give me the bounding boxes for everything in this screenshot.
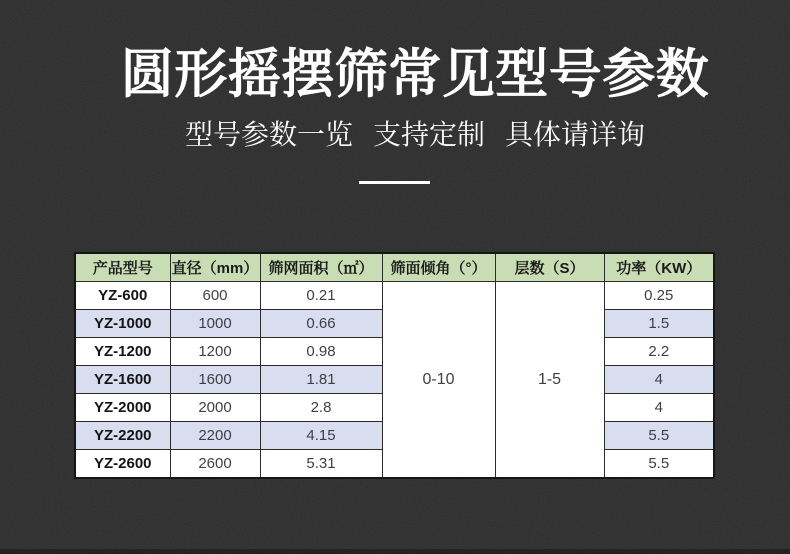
table-header-row (75, 253, 714, 282)
divider-dash (359, 181, 430, 184)
cell-diameter: 1600 (170, 366, 260, 394)
page-subtitle (20, 121, 790, 149)
cell-diameter: 1200 (170, 338, 260, 366)
cell-model: YZ-1600 (75, 366, 170, 394)
column-header-area: 筛网面积（㎡） (260, 253, 382, 282)
cell-area: 0.98 (260, 338, 382, 366)
cell-area: 2.8 (260, 394, 382, 422)
cell-power: 2.2 (604, 338, 714, 366)
cell-area: 4.15 (260, 422, 382, 450)
table-row (75, 282, 714, 310)
spec-table (74, 252, 715, 479)
bottom-edge-shadow (0, 549, 790, 554)
subtitle-part-overview: 型号参数一览 (184, 119, 353, 150)
column-header-model: 产品型号 (75, 253, 170, 282)
column-header-power: 功率（KW） (604, 253, 714, 282)
cell-power: 4 (604, 366, 714, 394)
cell-diameter: 600 (170, 282, 260, 310)
cell-power: 1.5 (604, 310, 714, 338)
cell-diameter: 2200 (170, 422, 260, 450)
cell-model: YZ-2200 (75, 422, 170, 450)
subtitle-part-inquiry: 具体请详询 (505, 119, 646, 150)
cell-power: 0.25 (604, 282, 714, 310)
cell-model: YZ-600 (75, 282, 170, 310)
cell-model: YZ-1000 (75, 310, 170, 338)
cell-power: 5.5 (604, 450, 714, 479)
subtitle-part-custom: 支持定制 (372, 119, 485, 150)
cell-diameter: 2000 (170, 394, 260, 422)
cell-area: 1.81 (260, 366, 382, 394)
cell-model: YZ-1200 (75, 338, 170, 366)
cell-diameter: 2600 (170, 450, 260, 479)
merged-cell-incline: 0-10 (382, 282, 495, 479)
column-header-incline: 筛面倾角（°） (382, 253, 495, 282)
merged-cell-layers: 1-5 (495, 282, 604, 479)
cell-power: 5.5 (604, 422, 714, 450)
column-header-diameter: 直径（mm） (170, 253, 260, 282)
column-header-layers: 层数（S） (495, 253, 604, 282)
cell-power: 4 (604, 394, 714, 422)
cell-area: 0.66 (260, 310, 382, 338)
cell-model: YZ-2000 (75, 394, 170, 422)
page-title: 圆形摇摆筛常见型号参数 (120, 45, 710, 104)
cell-diameter: 1000 (170, 310, 260, 338)
hero-header (20, 0, 790, 149)
cell-area: 5.31 (260, 450, 382, 479)
cell-area: 0.21 (260, 282, 382, 310)
cell-model: YZ-2600 (75, 450, 170, 479)
